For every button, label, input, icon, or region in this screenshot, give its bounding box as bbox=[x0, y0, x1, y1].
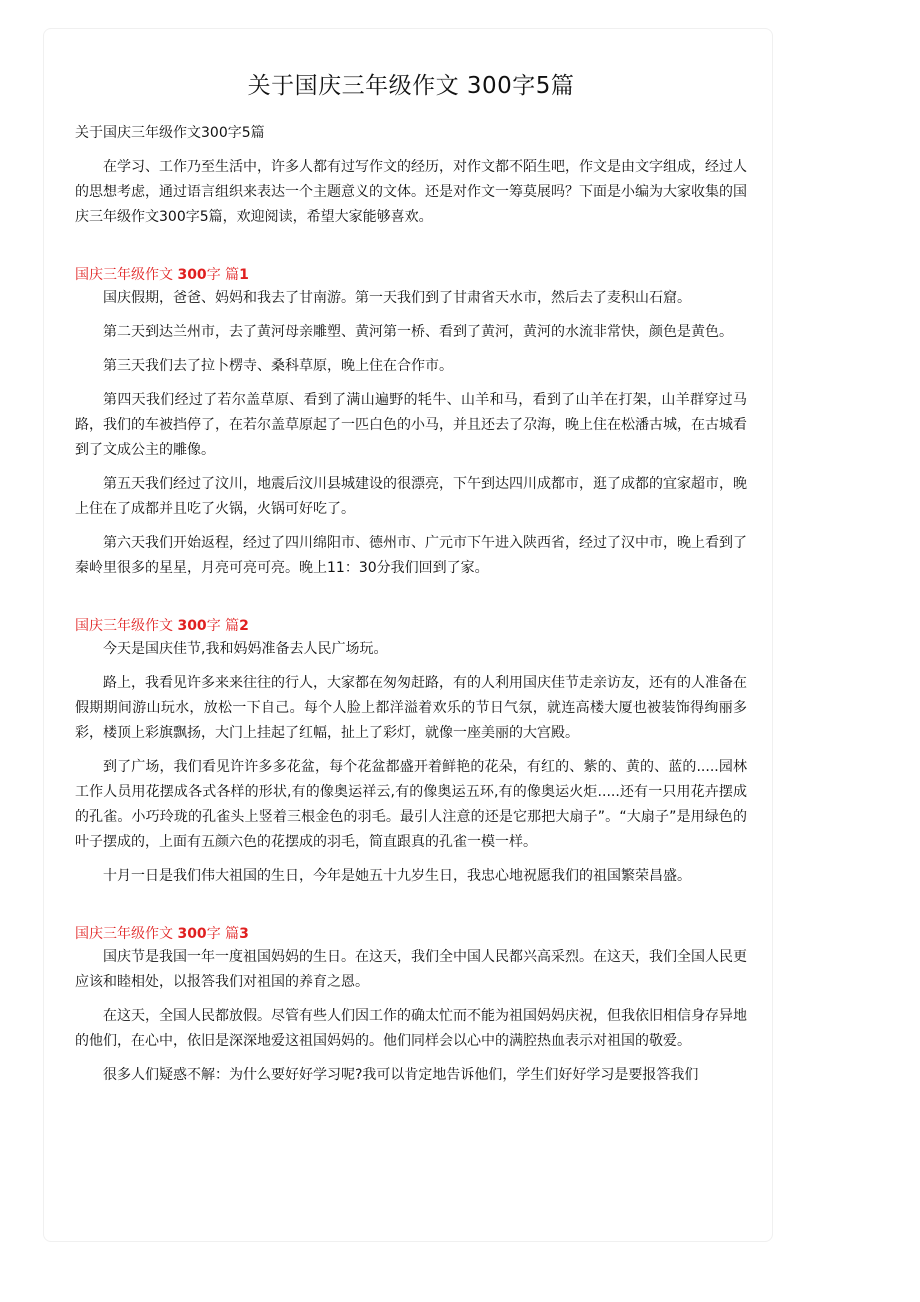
section-1-paragraph-5: 第五天我们经过了汶川，地震后汶川县城建设的很漂亮，下午到达四川成都市，逛了成都的宜家超市，晚上住在了成都并且吃了火锅，火锅可好吃了。 bbox=[75, 476, 747, 517]
essay-section-3 bbox=[75, 923, 747, 1088]
section-2-paragraph-3: 到了广场，我们看见许许多多花盆，每个花盆都盛开着鲜艳的花朵，有红的、紫的、黄的、蓝的.....园林工作人员用花摆成各式各样的形状,有的像奥运祥云,有的像奥运五环,有的像奥运火炬.....还有一只用花卉摆成的孔雀。小巧玲珑的孔雀头上竖着三根金色的羽毛。最引人注意的还是它那把大扇子”。“大扇子”是用绿色的叶子摆成的，上面有五颜六色的花摆成的羽毛，简直跟真的孔雀一模一样。 bbox=[75, 759, 747, 850]
document-title: 关于国庆三年级作文 300字5篇 bbox=[247, 73, 575, 99]
section-2-paragraph-2: 路上，我看见许多来来往往的行人，大家都在匆匆赶路，有的人利用国庆佳节走亲访友，还有的人准备在假期期间游山玩水，放松一下自己。每个人脸上都洋溢着欢乐的节日气氛，就连高楼大厦也被装饰得绚丽多彩，楼顶上彩旗飘扬，大门上挂起了红幅，扯上了彩灯，就像一座美丽的大宫殿。 bbox=[75, 675, 747, 741]
document-subtitle: 关于国庆三年级作文300字5篇 bbox=[75, 125, 265, 141]
section-2-paragraph-1: 今天是国庆佳节,我和妈妈准备去人民广场玩。 bbox=[103, 641, 388, 657]
intro-paragraph: 在学习、工作乃至生活中，许多人都有过写作文的经历，对作文都不陌生吧，作文是由文字组成，经过人的思想考虑，通过语言组织来表达一个主题意义的文体。还是对作文一筹莫展吗？下面是小编为大家收集的国庆三年级作文300字5篇，欢迎阅读，希望大家能够喜欢。 bbox=[75, 159, 747, 225]
section-heading-3 bbox=[75, 923, 747, 945]
section-1-paragraph-4: 第四天我们经过了若尔盖草原、看到了满山遍野的牦牛、山羊和马，看到了山羊在打架，山羊群穿过马路，我们的车被挡停了，在若尔盖草原起了一匹白色的小马，并且还去了尕海，晚上住在松潘古城，在古城看到了文成公主的雕像。 bbox=[75, 392, 747, 458]
section-3-paragraph-2: 在这天，全国人民都放假。尽管有些人们因工作的确太忙而不能为祖国妈妈庆祝，但我依旧相信身存异地的他们，在心中，依旧是深深地爱这祖国妈妈的。他们同样会以心中的满腔热血表示对祖国的敬爱。 bbox=[75, 1008, 747, 1049]
section-heading-count: 300 bbox=[177, 926, 207, 942]
document-page bbox=[43, 28, 773, 1242]
section-1-paragraph-6: 第六天我们开始返程，经过了四川绵阳市、德州市、广元市下午进入陕西省，经过了汉中市，晚上看到了秦岭里很多的星星，月亮可亮可亮。晚上11：30分我们回到了家。 bbox=[75, 535, 747, 576]
section-heading-number: 2 bbox=[239, 618, 249, 634]
section-heading-number: 3 bbox=[239, 926, 249, 942]
document-content bbox=[75, 29, 747, 1088]
section-heading-text: 国庆三年级作文 bbox=[75, 926, 178, 942]
section-heading-mid: 字 篇 bbox=[206, 267, 240, 283]
section-heading-text: 国庆三年级作文 bbox=[75, 618, 178, 634]
section-3-paragraph-1: 国庆节是我国一年一度祖国妈妈的生日。在这天，我们全中国人民都兴高采烈。在这天，我们全国人民更应该和睦相处，以报答我们对祖国的养育之恩。 bbox=[75, 949, 747, 990]
section-1-paragraph-1: 国庆假期，爸爸、妈妈和我去了甘南游。第一天我们到了甘肃省天水市，然后去了麦积山石窟。 bbox=[103, 290, 691, 306]
section-heading-number: 1 bbox=[239, 267, 249, 283]
essay-section-1 bbox=[75, 264, 747, 581]
section-heading-text: 国庆三年级作文 bbox=[75, 267, 178, 283]
section-heading-mid: 字 篇 bbox=[206, 926, 240, 942]
section-3-paragraph-3: 很多人们疑惑不解：为什么要好好学习呢?我可以肯定地告诉他们，学生们好好学习是要报答我们 bbox=[103, 1067, 699, 1083]
section-heading-count: 300 bbox=[177, 267, 207, 283]
section-1-paragraph-2: 第二天到达兰州市，去了黄河母亲雕塑、黄河第一桥、看到了黄河，黄河的水流非常快，颜色是黄色。 bbox=[103, 324, 733, 340]
section-2-paragraph-4: 十月一日是我们伟大祖国的生日，今年是她五十九岁生日，我忠心地祝愿我们的祖国繁荣昌盛。 bbox=[103, 868, 691, 884]
essay-section-2 bbox=[75, 615, 747, 889]
section-heading-mid: 字 篇 bbox=[206, 618, 240, 634]
section-1-paragraph-3: 第三天我们去了拉卜楞寺、桑科草原，晚上住在合作市。 bbox=[103, 358, 453, 374]
section-heading-2 bbox=[75, 615, 747, 637]
section-heading-count: 300 bbox=[177, 618, 207, 634]
section-heading-1 bbox=[75, 264, 747, 286]
